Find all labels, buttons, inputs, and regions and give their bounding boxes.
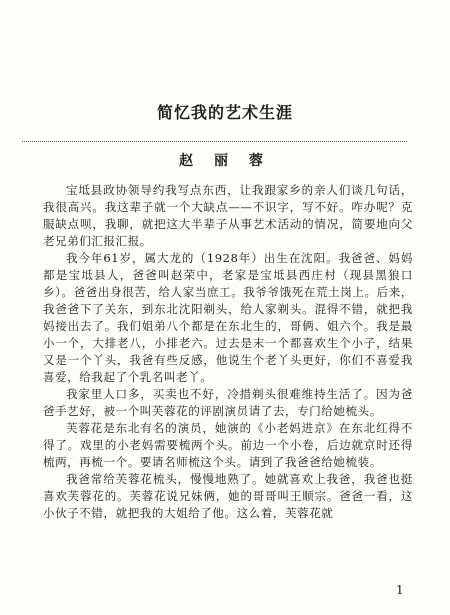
article-body xyxy=(43,182,413,522)
paragraph: 芙蓉花是东北有名的演员，她演的《小老妈进京》在东北红得不得了。戏里的小老妈需要梳两个头。前边一个小卷，后边就京时还得梳两，再梳一个。要请名师梳这个头。请到了我爸爸给她梳装。 xyxy=(43,421,413,469)
paragraph: 我家里人口多，买卖也不好，冷措剃头很难维持生活了。因为爸爸手艺好，被一个叫芙蓉花的评剧演员请了去，专门给她梳头。 xyxy=(43,387,413,418)
author-name: 赵 丽 蓉 xyxy=(179,153,271,169)
page-number: 1 xyxy=(396,583,404,597)
page-title: 简忆我的艺术生涯 xyxy=(156,103,293,122)
paragraph: 我今年61岁，属大龙的（1928年）出生在沈阳。我爸爸、妈妈都是宝坻县人，爸爸叫赵荣中，老家是宝坻县西庄村（现县黑狼口乡）。爸爸出身很苦，给人家当庶工。我爷爷饿死在荒土岗上。后来，我爸爸下了关东，到东北沈阳剃头，给人家剃头。混得不错，就把我妈接出去了。我们姐弟八个都是在东北生的，哥俩、姐六个。我是最小一个，大排老八，小排老六。过去是末一个都喜欢生个小子，结果又是一个丫头，我爸有些反感，他说生个老丫头更好，你们不喜爱我喜爱，给我起了个乳名叫老丫。 xyxy=(43,251,413,384)
paragraph: 宝坻县政协领导约我写点东西，让我跟家乡的亲人们谈几句话，我很高兴。我这辈子就一个大缺点——不识字，写不好。咋办呢？克服缺点呗，我聊，就把这大半辈子从事艺术活动的情况，简要地向父老兄弟们汇报汇报。 xyxy=(43,183,413,248)
title-divider xyxy=(22,141,407,142)
paragraph: 我爸常给芙蓉花梳头，慢慢地熟了。她就喜欢上我爸，我爸也挺喜欢芙蓉花的。芙蓉花说兄妹俩，她的哥哥叫王顺宗。爸爸一看，这小伙子不错，就把我的大姐给了他。这么着，芙蓉花就 xyxy=(43,472,413,520)
